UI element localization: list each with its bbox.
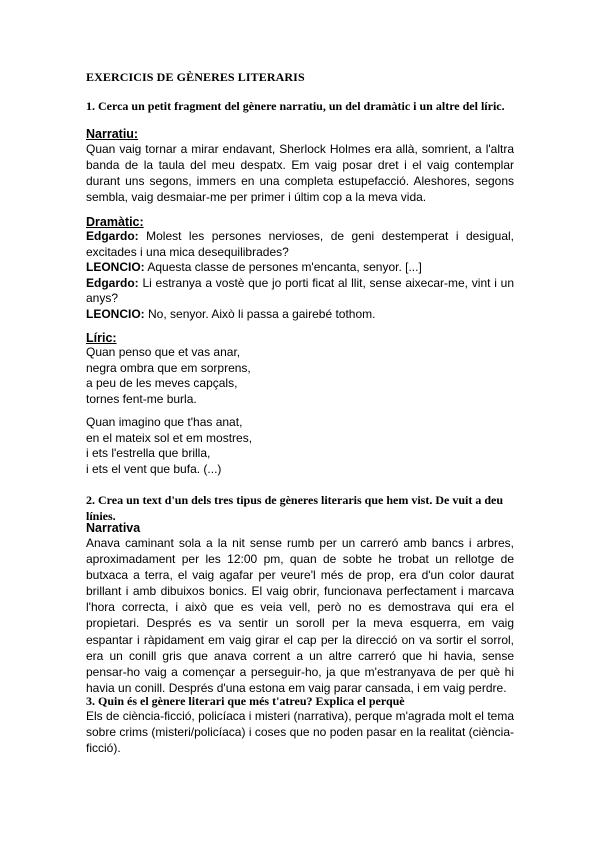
- question-1: 1. Cerca un petit fragment del gènere narratiu, un del dramàtic i un altre del líric.: [86, 99, 505, 113]
- poem-stanza-2: [86, 415, 514, 477]
- heading-liric: Líric:: [86, 331, 117, 345]
- page-title: EXERCICIS DE GÈNERES LITERARIS: [86, 70, 305, 84]
- question-3: 3. Quin és el gènere literari que més t'atreu? Explica el perquè: [86, 694, 405, 708]
- question-2: 2. Crea un text d'un dels tres tipus de gèneres literaris que hem vist. De vuit a deu línies.: [86, 493, 503, 523]
- dialogue-text: No, senyor. Això li passa a gairebé tothom.: [144, 306, 376, 321]
- speaker: Edgardo:: [86, 275, 139, 290]
- poem-line: Quan imagino que t'has anat,: [86, 415, 243, 429]
- poem-line: a peu de les meves capçals,: [86, 376, 238, 390]
- poem-line: i ets el vent que bufa. (...): [86, 461, 222, 476]
- dialogue-text: Aquesta classe de persones m'encanta, senyor. [...]: [144, 260, 422, 275]
- dramatic-dialogue: [86, 229, 514, 323]
- narrativa-text: Anava caminant sola a la nit sense rumb per un carreró amb bancs i arbres, aproximadament per les 12:00 pm, quan de sobte he trobat un rellotge de butxaca a terra, el vaig agafar per veure'l més de prop, era d'un color daurat brillant i amb dibuixos bonics. El vaig obrir, funcionava perfectament i marcava l'hora correcta, i això que es veia vell, però no es demostrava qui era el propietari. Després es va sentir un soroll per la meva esquerra, em vaig espantar i ràpidament em vaig girar el cap per la direcció on va sortir el sorrol, era un conill gris que anava corrent a un altre carreró que hi havia, sense pensar-ho vaig a començar a perseguir-ho, ja que m'estranyava de per què hi havia un conill. Després d'una estona em vaig parar cansada, i em vaig perdre.: [86, 536, 514, 695]
- dialogue-text: Li estranya a vostè que jo porti ficat al llit, sense aixecar-me, vint i un anys?: [86, 275, 514, 306]
- poem-line: Quan penso que et vas anar,: [86, 345, 241, 359]
- answer-3: Els de ciència-ficció, policíaca i misteri (narrativa), perque m'agrada molt el tema sobre crims (misteri/policíaca) i coses que no poden pasar en la realitat (ciència-ficció).: [86, 709, 514, 756]
- dialogue-line: [86, 307, 514, 323]
- poem-line: en el mateix sol et em mostres,: [86, 430, 253, 445]
- dialogue-text: Molest les persones nervioses, de geni destemperat i desigual, excitades i una mica desequilibrades?: [86, 229, 514, 259]
- speaker: Edgardo:: [86, 229, 139, 243]
- poem-stanza-1: [86, 345, 514, 407]
- poem-line: i ets l'estrella que brilla,: [86, 446, 211, 460]
- poem-line: negra ombra que em sorprens,: [86, 360, 251, 375]
- heading-narrativa: Narrativa: [86, 521, 141, 535]
- poem-line: tornes fent-me burla.: [86, 391, 197, 406]
- heading-dramatic: Dramàtic:: [86, 215, 144, 229]
- speaker: LEONCIO:: [86, 260, 145, 275]
- speaker: LEONCIO:: [86, 306, 145, 321]
- dialogue-line: [86, 276, 514, 307]
- dialogue-line: [86, 229, 514, 260]
- dialogue-line: [86, 260, 514, 276]
- narratiu-text: Quan vaig tornar a mirar endavant, Sherlock Holmes era allà, somrient, a l'altra banda de la taula del meu despatx. Em vaig posar dret i el vaig contemplar durant uns segons, immers en una completa estupefacció. Aleshores, segons sembla, vaig desmaiar-me per primer i últim cop a la meva vida.: [86, 142, 514, 205]
- heading-narratiu: Narratiu:: [86, 127, 139, 141]
